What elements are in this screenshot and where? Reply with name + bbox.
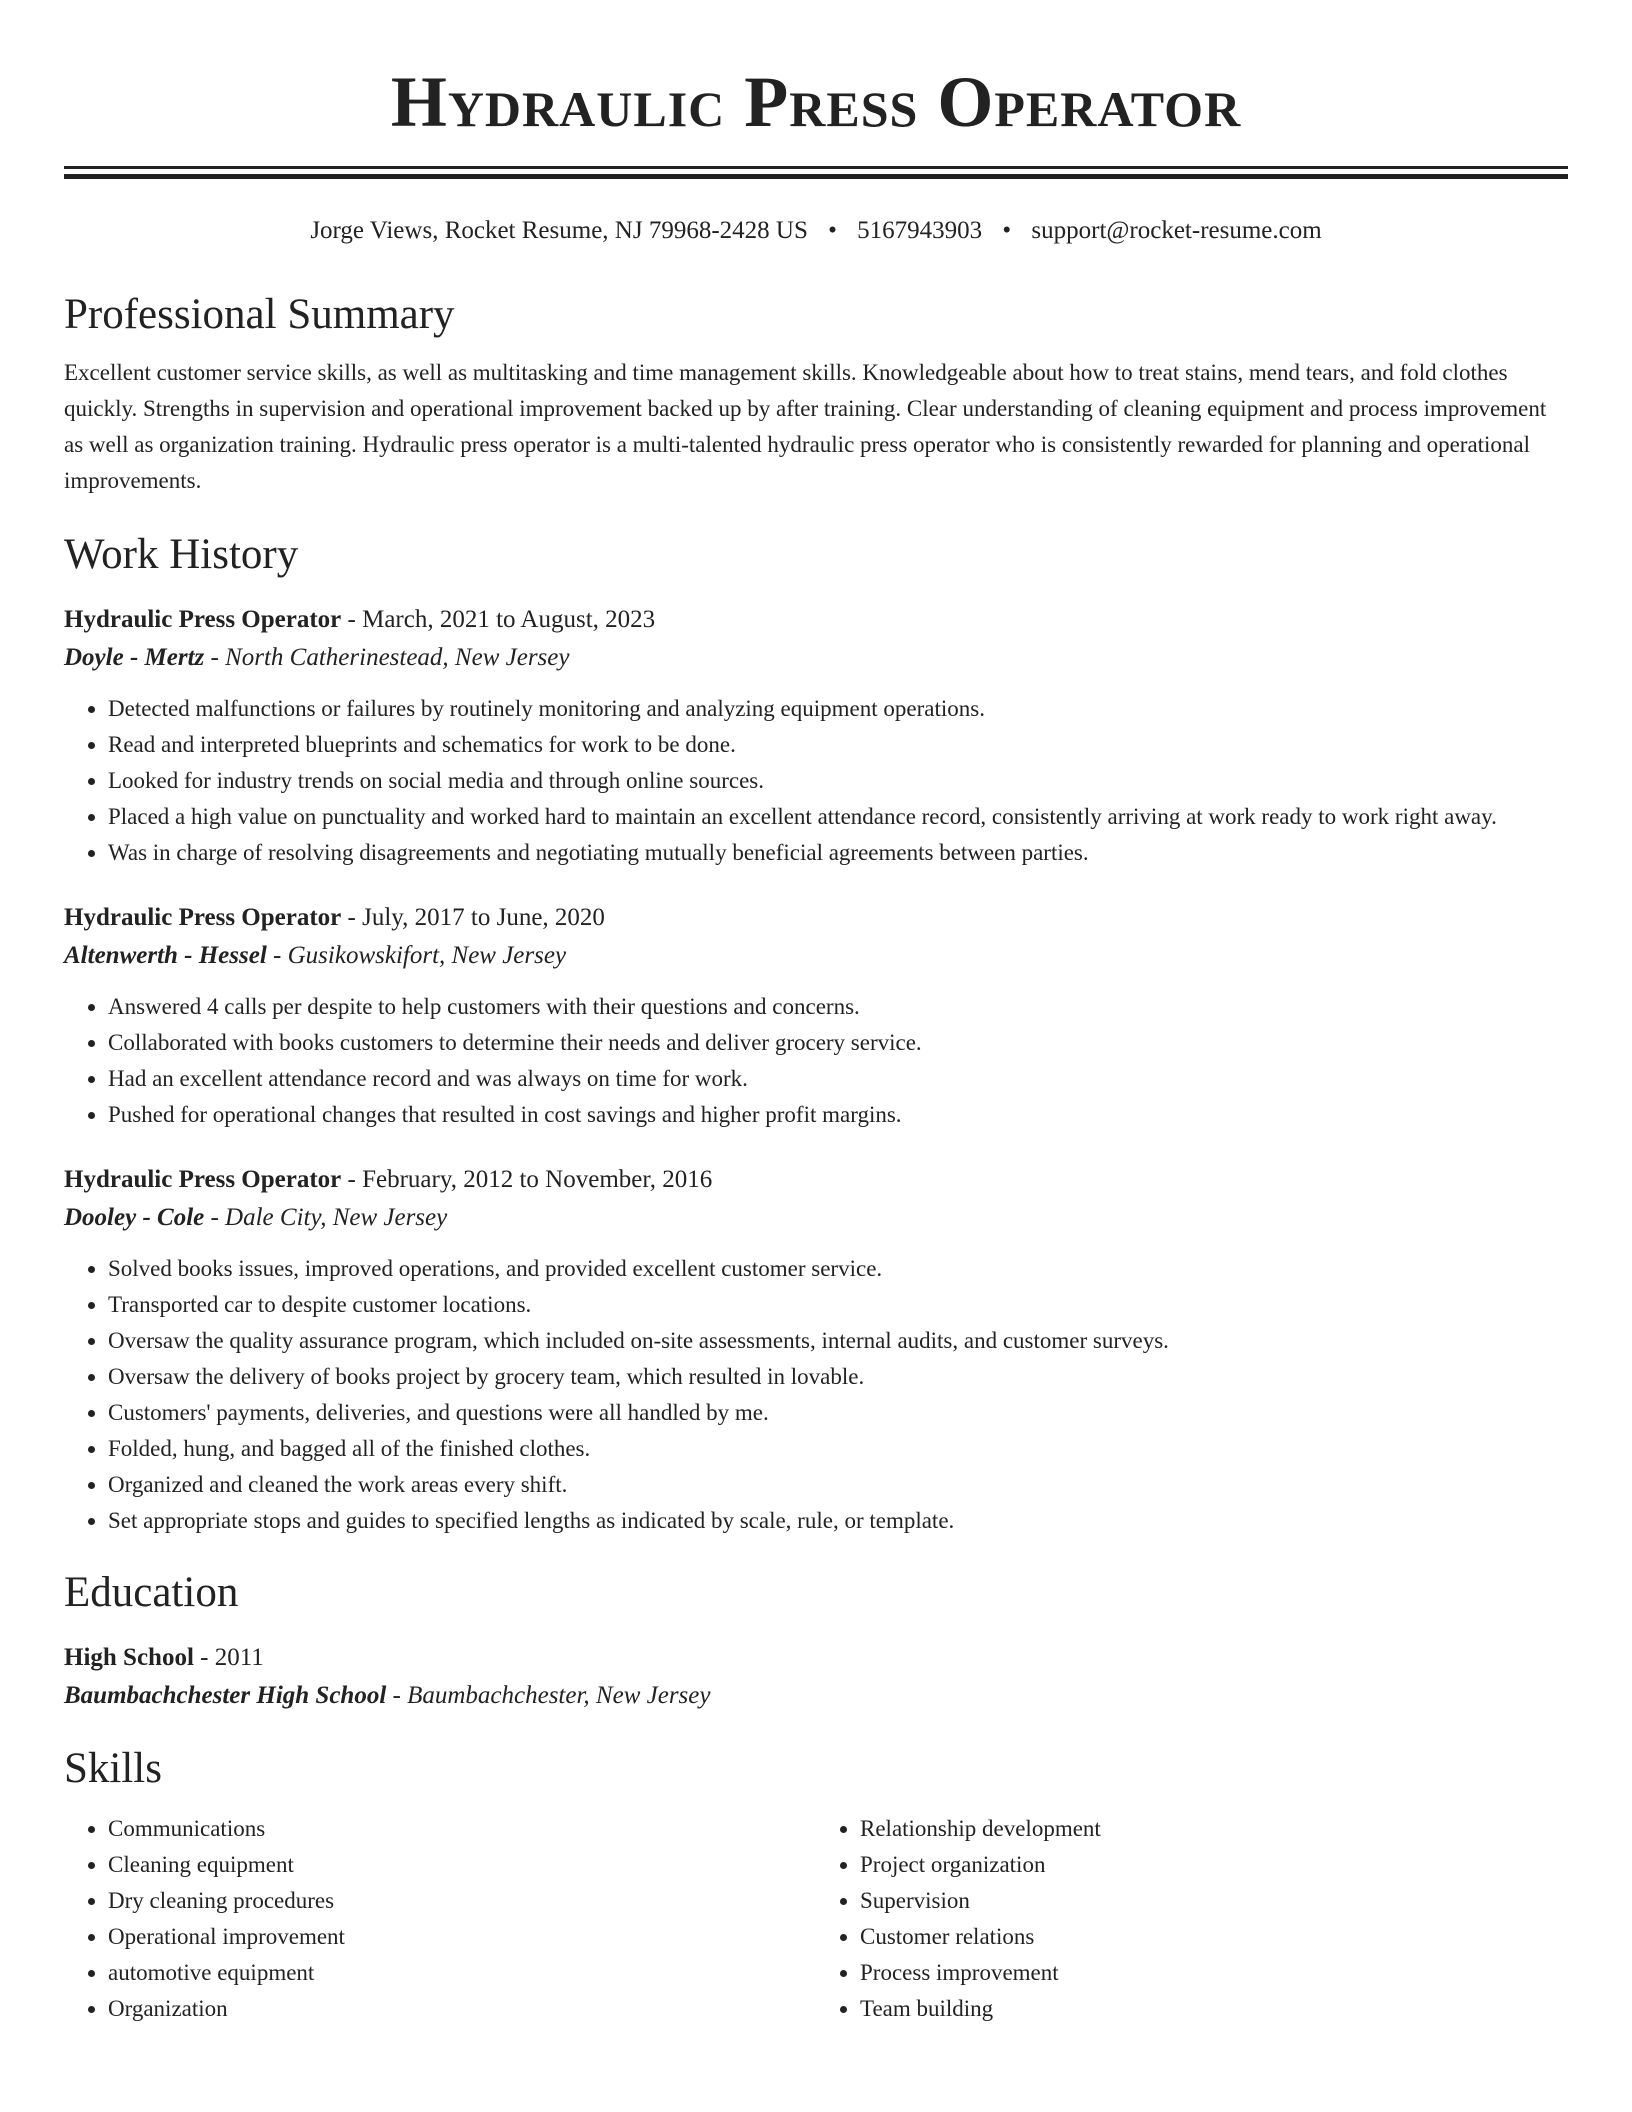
skills-column-left: [64, 1811, 816, 2027]
list-item: • Solved books issues, improved operations, and provided excellent customer service.: [108, 1251, 1568, 1287]
section-heading: Professional Summary: [64, 291, 455, 338]
job-title: Hydraulic Press Operator: [64, 606, 342, 633]
job-company-line: [64, 1199, 1568, 1237]
job-location: - North Catherinestead, New Jersey: [204, 644, 570, 671]
job-company-line: [64, 937, 1568, 975]
education-entry: [64, 1639, 1568, 1715]
job-dates: - March, 2021 to August, 2023: [341, 606, 656, 633]
degree: High School: [64, 1644, 194, 1671]
professional-summary-section: [64, 289, 1568, 499]
skill-item: • Communications: [108, 1811, 816, 1847]
job-dates: - July, 2017 to June, 2020: [341, 904, 605, 931]
job-location: - Gusikowskifort, New Jersey: [266, 942, 567, 969]
list-item: • Transported car to despite customer locations.: [108, 1287, 1568, 1323]
skills-column-right: [816, 1811, 1568, 2027]
job-dates: - February, 2012 to November, 2016: [341, 1166, 713, 1193]
section-heading: Education: [64, 1569, 239, 1616]
list-item: • Oversaw the delivery of books project by grocery team, which resulted in lovable.: [108, 1359, 1568, 1395]
job-title: Hydraulic Press Operator: [64, 904, 342, 931]
skill-item: • Supervision: [860, 1883, 1568, 1919]
list-item: • Folded, hung, and bagged all of the finished clothes.: [108, 1431, 1568, 1467]
job-title-line: [64, 1161, 1568, 1199]
contact-address: Jorge Views, Rocket Resume, NJ 79968-2428 US: [310, 217, 808, 244]
list-item: • Pushed for operational changes that resulted in cost savings and higher profit margins.: [108, 1097, 1568, 1133]
work-history-section: [64, 529, 1568, 1539]
job-company-line: [64, 639, 1568, 677]
list-item: • Organized and cleaned the work areas every shift.: [108, 1467, 1568, 1503]
job-title: Hydraulic Press Operator: [64, 1166, 342, 1193]
list-item: • Detected malfunctions or failures by routinely monitoring and analyzing equipment operations.: [108, 691, 1568, 727]
skill-item: • Relationship development: [860, 1811, 1568, 1847]
graduation-year: - 2011: [193, 1644, 264, 1671]
job-title-line: [64, 899, 1568, 937]
title-divider-thick: [64, 174, 1568, 179]
skills-grid: [64, 1811, 1568, 2027]
skill-item: • Process improvement: [860, 1955, 1568, 1991]
contact-phone: 5167943903: [857, 217, 983, 244]
skill-item: • Project organization: [860, 1847, 1568, 1883]
skill-item: • Organization: [108, 1991, 816, 2027]
skill-item: • Dry cleaning procedures: [108, 1883, 816, 1919]
skill-item: • Customer relations: [860, 1919, 1568, 1955]
job-entry: [64, 1161, 1568, 1539]
school-line: [64, 1677, 1568, 1715]
list-item: • Looked for industry trends on social media and through online sources.: [108, 763, 1568, 799]
job-location: - Dale City, New Jersey: [204, 1204, 448, 1231]
job-company: Dooley - Cole: [64, 1204, 205, 1231]
job-company: Altenwerth - Hessel: [64, 942, 267, 969]
job-title-line: [64, 601, 1568, 639]
skill-item: • Team building: [860, 1991, 1568, 2027]
degree-line: [64, 1639, 1568, 1677]
skill-item: • Operational improvement: [108, 1919, 816, 1955]
section-heading: Skills: [64, 1745, 162, 1792]
contact-separator: •: [1002, 217, 1012, 244]
contact-email: support@rocket-resume.com: [1031, 217, 1322, 244]
contact-separator: •: [828, 217, 837, 244]
contact-line: [64, 215, 1568, 247]
job-bullets: [64, 989, 1568, 1133]
summary-text: Excellent customer service skills, as well as multitasking and time management skills. Knowledgeable about how to treat stains, mend tears, and fold clothes quickly. Strengths in supervision and operational improvement backed up by after training. Clear understanding of cleaning equipment and process improvement as well as organization training. Hydraulic press operator is a multi-talented hydraulic press operator who is consistently rewarded for planning and operational improvements.: [64, 360, 1547, 493]
list-item: • Was in charge of resolving disagreements and negotiating mutually beneficial agreements between parties.: [108, 835, 1568, 871]
list-item: • Read and interpreted blueprints and schematics for work to be done.: [108, 727, 1568, 763]
job-bullets: [64, 691, 1568, 871]
job-entry: [64, 601, 1568, 871]
job-company: Doyle - Mertz: [64, 644, 205, 671]
list-item: • Had an excellent attendance record and was always on time for work.: [108, 1061, 1568, 1097]
list-item: • Placed a high value on punctuality and worked hard to maintain an excellent attendance record, consistently arriving at work ready to work right away.: [108, 799, 1568, 835]
education-section: [64, 1567, 1568, 1715]
list-item: • Answered 4 calls per despite to help customers with their questions and concerns.: [108, 989, 1568, 1025]
job-entry: [64, 899, 1568, 1133]
school-location: - Baumbachchester, New Jersey: [386, 1682, 711, 1709]
list-item: • Collaborated with books customers to determine their needs and deliver grocery service.: [108, 1025, 1568, 1061]
resume-title: Hydraulic Press Operator: [390, 62, 1242, 142]
list-item: • Set appropriate stops and guides to specified lengths as indicated by scale, rule, or template.: [108, 1503, 1568, 1539]
section-heading: Work History: [64, 531, 299, 578]
skill-item: • automotive equipment: [108, 1955, 816, 1991]
list-item: • Customers' payments, deliveries, and questions were all handled by me.: [108, 1395, 1568, 1431]
school-name: Baumbachchester High School: [64, 1682, 387, 1709]
skill-item: • Cleaning equipment: [108, 1847, 816, 1883]
skills-section: [64, 1743, 1568, 2027]
list-item: • Oversaw the quality assurance program, which included on-site assessments, internal audits, and customer surveys.: [108, 1323, 1568, 1359]
title-divider-thin: [64, 166, 1568, 169]
job-bullets: [64, 1251, 1568, 1539]
